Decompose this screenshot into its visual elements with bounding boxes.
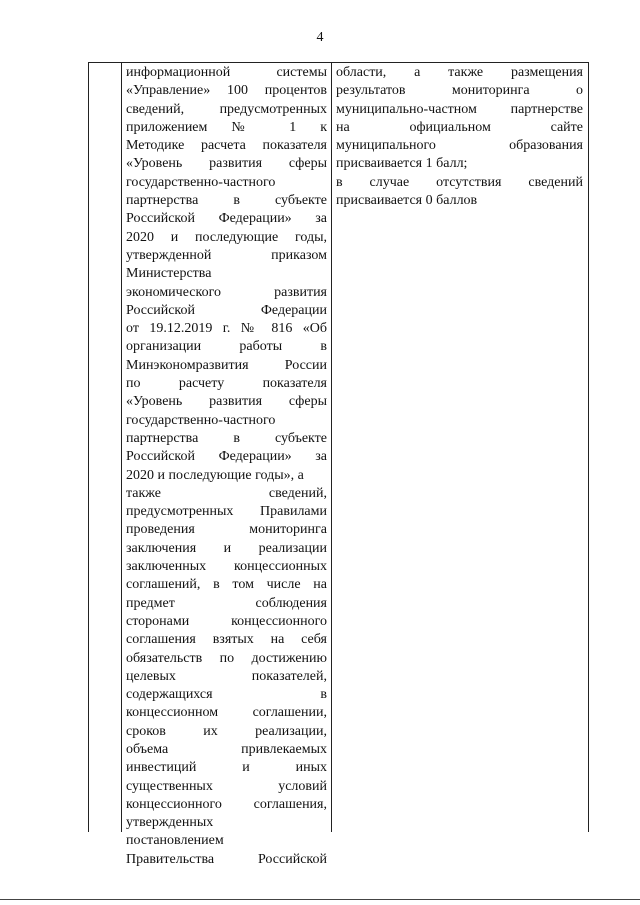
text-line: сведений, предусмотренных	[126, 101, 327, 117]
table-cell-criterion	[126, 64, 327, 869]
text-line: присваивается 1 балл;	[336, 156, 468, 172]
text-line: соглашения взятых на себя	[126, 632, 327, 648]
column-divider-1	[121, 63, 122, 832]
text-line: объема привлекаемых	[126, 741, 327, 757]
text-line: утвержденных	[126, 815, 214, 831]
text-line: муниципально-частном партнерстве	[336, 101, 583, 117]
text-line: Министерства	[126, 266, 212, 282]
text-line: инвестиций и иных	[126, 760, 327, 776]
text-line: предмет соблюдения	[126, 595, 327, 611]
text-line: информационной системы	[126, 65, 327, 80]
text-line: в случае отсутствия сведений	[336, 174, 583, 190]
text-line: утвержденной приказом	[126, 247, 327, 263]
criteria-table	[88, 62, 589, 867]
text-line: предусмотренных Правилами	[126, 504, 327, 520]
text-line: целевых показателей,	[126, 668, 327, 684]
text-line: на официальном сайте	[336, 119, 583, 135]
text-line: государственно-частного	[126, 174, 276, 190]
text-line: приложением № 1 к	[126, 119, 327, 135]
text-line: сроков их реализации,	[126, 723, 327, 739]
text-line: «Управление» 100 процентов	[126, 83, 327, 99]
text-line: муниципального образования	[336, 138, 583, 154]
text-line: Правительства Российской	[126, 851, 327, 867]
text-line: заключения и реализации	[126, 540, 327, 556]
text-line: содержащихся в	[126, 687, 327, 703]
text-line: 2020 и последующие годы,	[126, 229, 327, 245]
text-line: организации работы в	[126, 339, 327, 355]
table-cell-scoring	[336, 64, 583, 210]
text-line: сторонами концессионного	[126, 613, 327, 629]
text-line: обязательств по достижению	[126, 650, 327, 666]
text-line: Минэкономразвития России	[126, 357, 327, 373]
text-line: Российской Федерации» за	[126, 211, 327, 227]
text-line: Российской Федерации» за	[126, 449, 327, 465]
text-line: области, а также размещения	[336, 65, 583, 80]
text-line: «Уровень развития сферы	[126, 394, 327, 410]
text-line: по расчету показателя	[126, 376, 327, 392]
text-line: результатов мониторинга о	[336, 83, 583, 99]
text-line: партнерства в субъекте	[126, 430, 327, 446]
text-line: 2020 и последующие годы», а	[126, 467, 304, 483]
text-line: Методике расчета показателя	[126, 138, 327, 154]
text-line: от 19.12.2019 г. № 816 «Об	[126, 321, 327, 337]
text-line: также сведений,	[126, 485, 327, 501]
text-line: соглашений, в том числе на	[126, 577, 327, 593]
text-line: Российской Федерации	[126, 302, 327, 318]
text-line: экономического развития	[126, 284, 327, 300]
column-divider-2	[331, 63, 332, 832]
text-line: существенных условий	[126, 778, 327, 794]
text-line: проведения мониторинга	[126, 522, 327, 538]
text-line: присваивается 0 баллов	[336, 193, 478, 209]
scan-edge-line	[0, 899, 640, 900]
text-line: концессионном соглашении,	[126, 705, 327, 721]
text-line: «Уровень развития сферы	[126, 156, 327, 172]
text-line: концессионного соглашения,	[126, 796, 327, 812]
text-line: заключенных концессионных	[126, 559, 327, 575]
text-line: государственно-частного	[126, 412, 276, 428]
text-line: партнерства в субъекте	[126, 193, 327, 209]
page-number: 4	[316, 30, 324, 45]
text-line: постановлением	[126, 833, 224, 849]
